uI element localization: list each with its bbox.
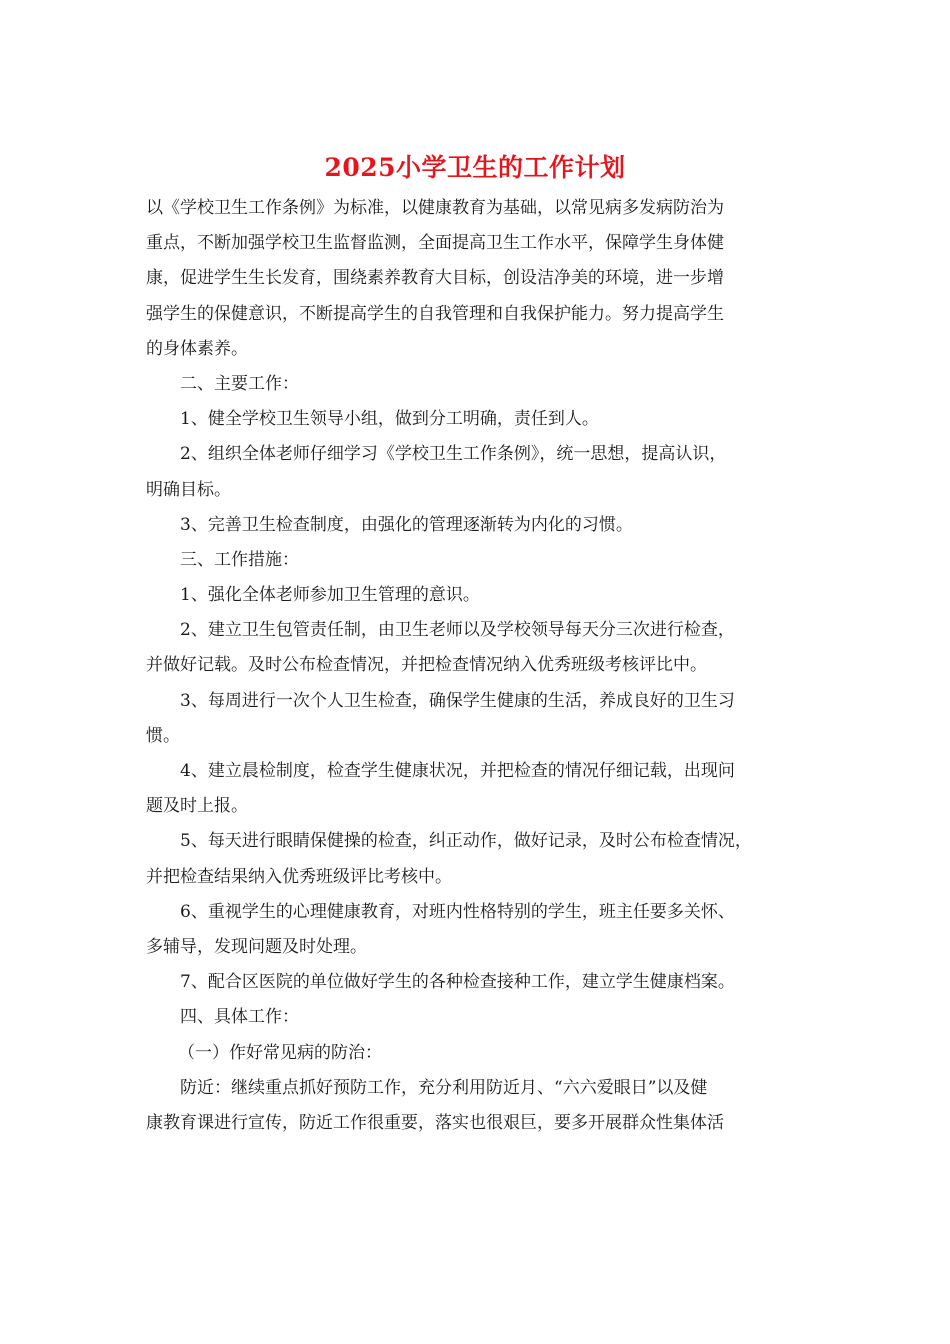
paragraph-line: 明确目标。 [146, 479, 231, 500]
subsection-heading: （一）作好常见病的防治： [178, 1042, 382, 1063]
section-heading: 三、工作措施： [180, 549, 299, 570]
paragraph-line: 并把检查结果纳入优秀班级评比考核中。 [146, 866, 452, 887]
paragraph-line: 2、组织全体老师仔细学习《学校卫生工作条例》，统一思想，提高认识， [180, 444, 727, 465]
paragraph-line: 康教育课进行宣传，防近工作很重要，落实也很艰巨，要多开展群众性集体活 [146, 1112, 724, 1133]
paragraph-line: 2、建立卫生包管责任制，由卫生老师以及学校领导每天分三次进行检查， [180, 620, 735, 641]
paragraph-line: 惯。 [146, 725, 180, 746]
paragraph-line: 3、每周进行一次个人卫生检查，确保学生健康的生活，养成良好的卫生习 [180, 690, 735, 711]
paragraph-line: 题及时上报。 [146, 796, 248, 817]
paragraph-line: 康，促进学生生长发育，围绕素养教育大目标，创设洁净美的环境，进一步增 [146, 268, 724, 289]
paragraph-line: 7、配合区医院的单位做好学生的各种检查接种工作，建立学生健康档案。 [180, 972, 735, 993]
paragraph-line: 的身体素养。 [146, 338, 248, 359]
paragraph-line: 多辅导，发现问题及时处理。 [146, 936, 367, 957]
paragraph-line: 防近：继续重点抓好预防工作，充分利用防近月、“六六爱眼日”以及健 [180, 1077, 708, 1098]
paragraph-line: 重点，不断加强学校卫生监督监测，全面提高卫生工作水平，保障学生身体健 [146, 233, 724, 254]
paragraph-line: 5、每天进行眼睛保健操的检查，纠正动作，做好记录，及时公布检查情况， [180, 831, 752, 852]
paragraph-line: 4、建立晨检制度，检查学生健康状况，并把检查的情况仔细记载，出现问 [180, 761, 735, 781]
document-title: 2025小学卫生的工作计划 [324, 153, 626, 182]
paragraph-line: 6、重视学生的心理健康教育，对班内性格特别的学生，班主任要多关怀、 [180, 901, 735, 922]
section-heading: 四、具体工作： [180, 1007, 299, 1028]
paragraph-line: 1、健全学校卫生领导小组，做到分工明确，责任到人。 [180, 409, 599, 430]
paragraph-line: 以《学校卫生工作条例》为标准，以健康教育为基础，以常见病多发病防治为 [146, 198, 724, 218]
paragraph-line: 强学生的保健意识，不断提高学生的自我管理和自我保护能力。努力提高学生 [146, 303, 724, 324]
paragraph-line: 3、完善卫生检查制度，由强化的管理逐渐转为内化的习惯。 [180, 514, 633, 535]
document-body [146, 191, 806, 1141]
section-heading: 二、主要工作： [180, 373, 299, 394]
paragraph-line: 并做好记载。及时公布检查情况，并把检查情况纳入优秀班级考核评比中。 [146, 655, 707, 676]
paragraph-line: 1、强化全体老师参加卫生管理的意识。 [180, 585, 480, 606]
